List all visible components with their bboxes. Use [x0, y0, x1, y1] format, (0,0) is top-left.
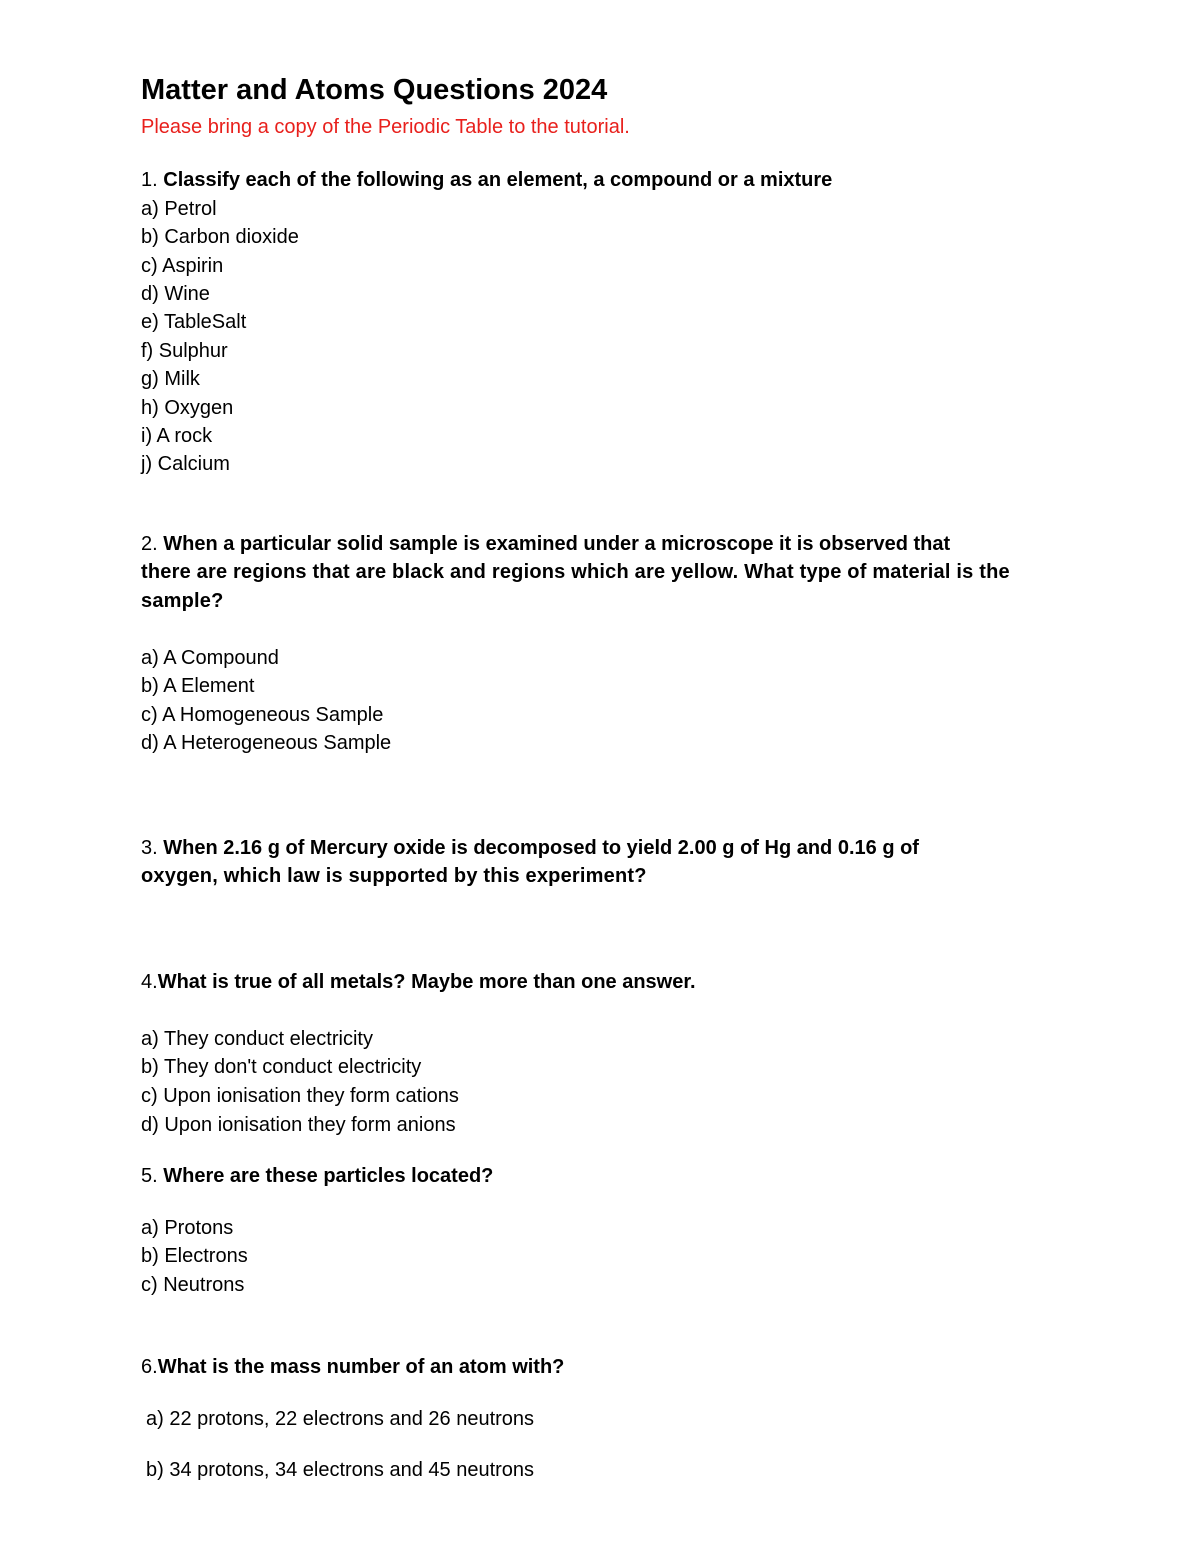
- question-1: [141, 168, 832, 192]
- option-item: b) Electrons: [141, 1245, 248, 1267]
- option-item: a) They conduct electricity: [141, 1028, 373, 1050]
- option-item: a) Petrol: [141, 198, 217, 220]
- question-number: 3.: [141, 837, 158, 859]
- option-item: c) A Homogeneous Sample: [141, 704, 384, 726]
- question-text: Where are these particles located?: [163, 1165, 494, 1187]
- option-item: a) A Compound: [141, 647, 279, 669]
- question-text: When 2.16 g of Mercury oxide is decomposed to yield 2.00 g of Hg and 0.16 g of: [163, 837, 919, 859]
- option-item: j) Calcium: [141, 453, 230, 475]
- option-item: a) Protons: [141, 1217, 234, 1239]
- option-item: h) Oxygen: [141, 397, 234, 419]
- question-text: What is true of all metals? Maybe more than one answer.: [157, 971, 696, 993]
- option-item: b) A Element: [141, 675, 255, 697]
- question-number: 6.: [141, 1356, 158, 1378]
- page-title: Matter and Atoms Questions 2024: [141, 74, 608, 106]
- option-item: c) Aspirin: [141, 255, 224, 277]
- option-item: d) A Heterogeneous Sample: [141, 732, 392, 754]
- question-6: [141, 1355, 564, 1379]
- option-item: b) 34 protons, 34 electrons and 45 neutrons: [146, 1459, 535, 1481]
- option-item: i) A rock: [141, 425, 213, 447]
- question-3: [141, 836, 919, 860]
- question-4: [141, 970, 696, 994]
- option-item: d) Wine: [141, 283, 210, 305]
- option-item: d) Upon ionisation they form anions: [141, 1114, 456, 1136]
- question-text: What is the mass number of an atom with?: [157, 1356, 565, 1378]
- option-item: c) Neutrons: [141, 1274, 245, 1296]
- question-text: When a particular solid sample is examined under a microscope it is observed that: [163, 533, 951, 555]
- option-item: f) Sulphur: [141, 340, 228, 362]
- question-number: 2.: [141, 533, 158, 555]
- question-text-line: oxygen, which law is supported by this experiment?: [141, 865, 647, 887]
- question-text-line: there are regions that are black and regions which are yellow. What type of material is the: [141, 561, 1010, 583]
- option-item: e) TableSalt: [141, 311, 247, 333]
- question-number: 4.: [141, 971, 158, 993]
- option-item: b) Carbon dioxide: [141, 226, 299, 248]
- question-2: [141, 532, 950, 556]
- option-item: a) 22 protons, 22 electrons and 26 neutrons: [146, 1408, 535, 1430]
- option-item: b) They don't conduct electricity: [141, 1056, 422, 1078]
- question-text: Classify each of the following as an element, a compound or a mixture: [163, 169, 833, 191]
- question-number: 1.: [141, 169, 158, 191]
- option-item: g) Milk: [141, 368, 200, 390]
- option-item: c) Upon ionisation they form cations: [141, 1085, 459, 1107]
- subtitle-note: Please bring a copy of the Periodic Table to the tutorial.: [141, 116, 630, 138]
- question-number: 5.: [141, 1165, 158, 1187]
- question-text-line: sample?: [141, 590, 224, 612]
- question-5: [141, 1164, 493, 1188]
